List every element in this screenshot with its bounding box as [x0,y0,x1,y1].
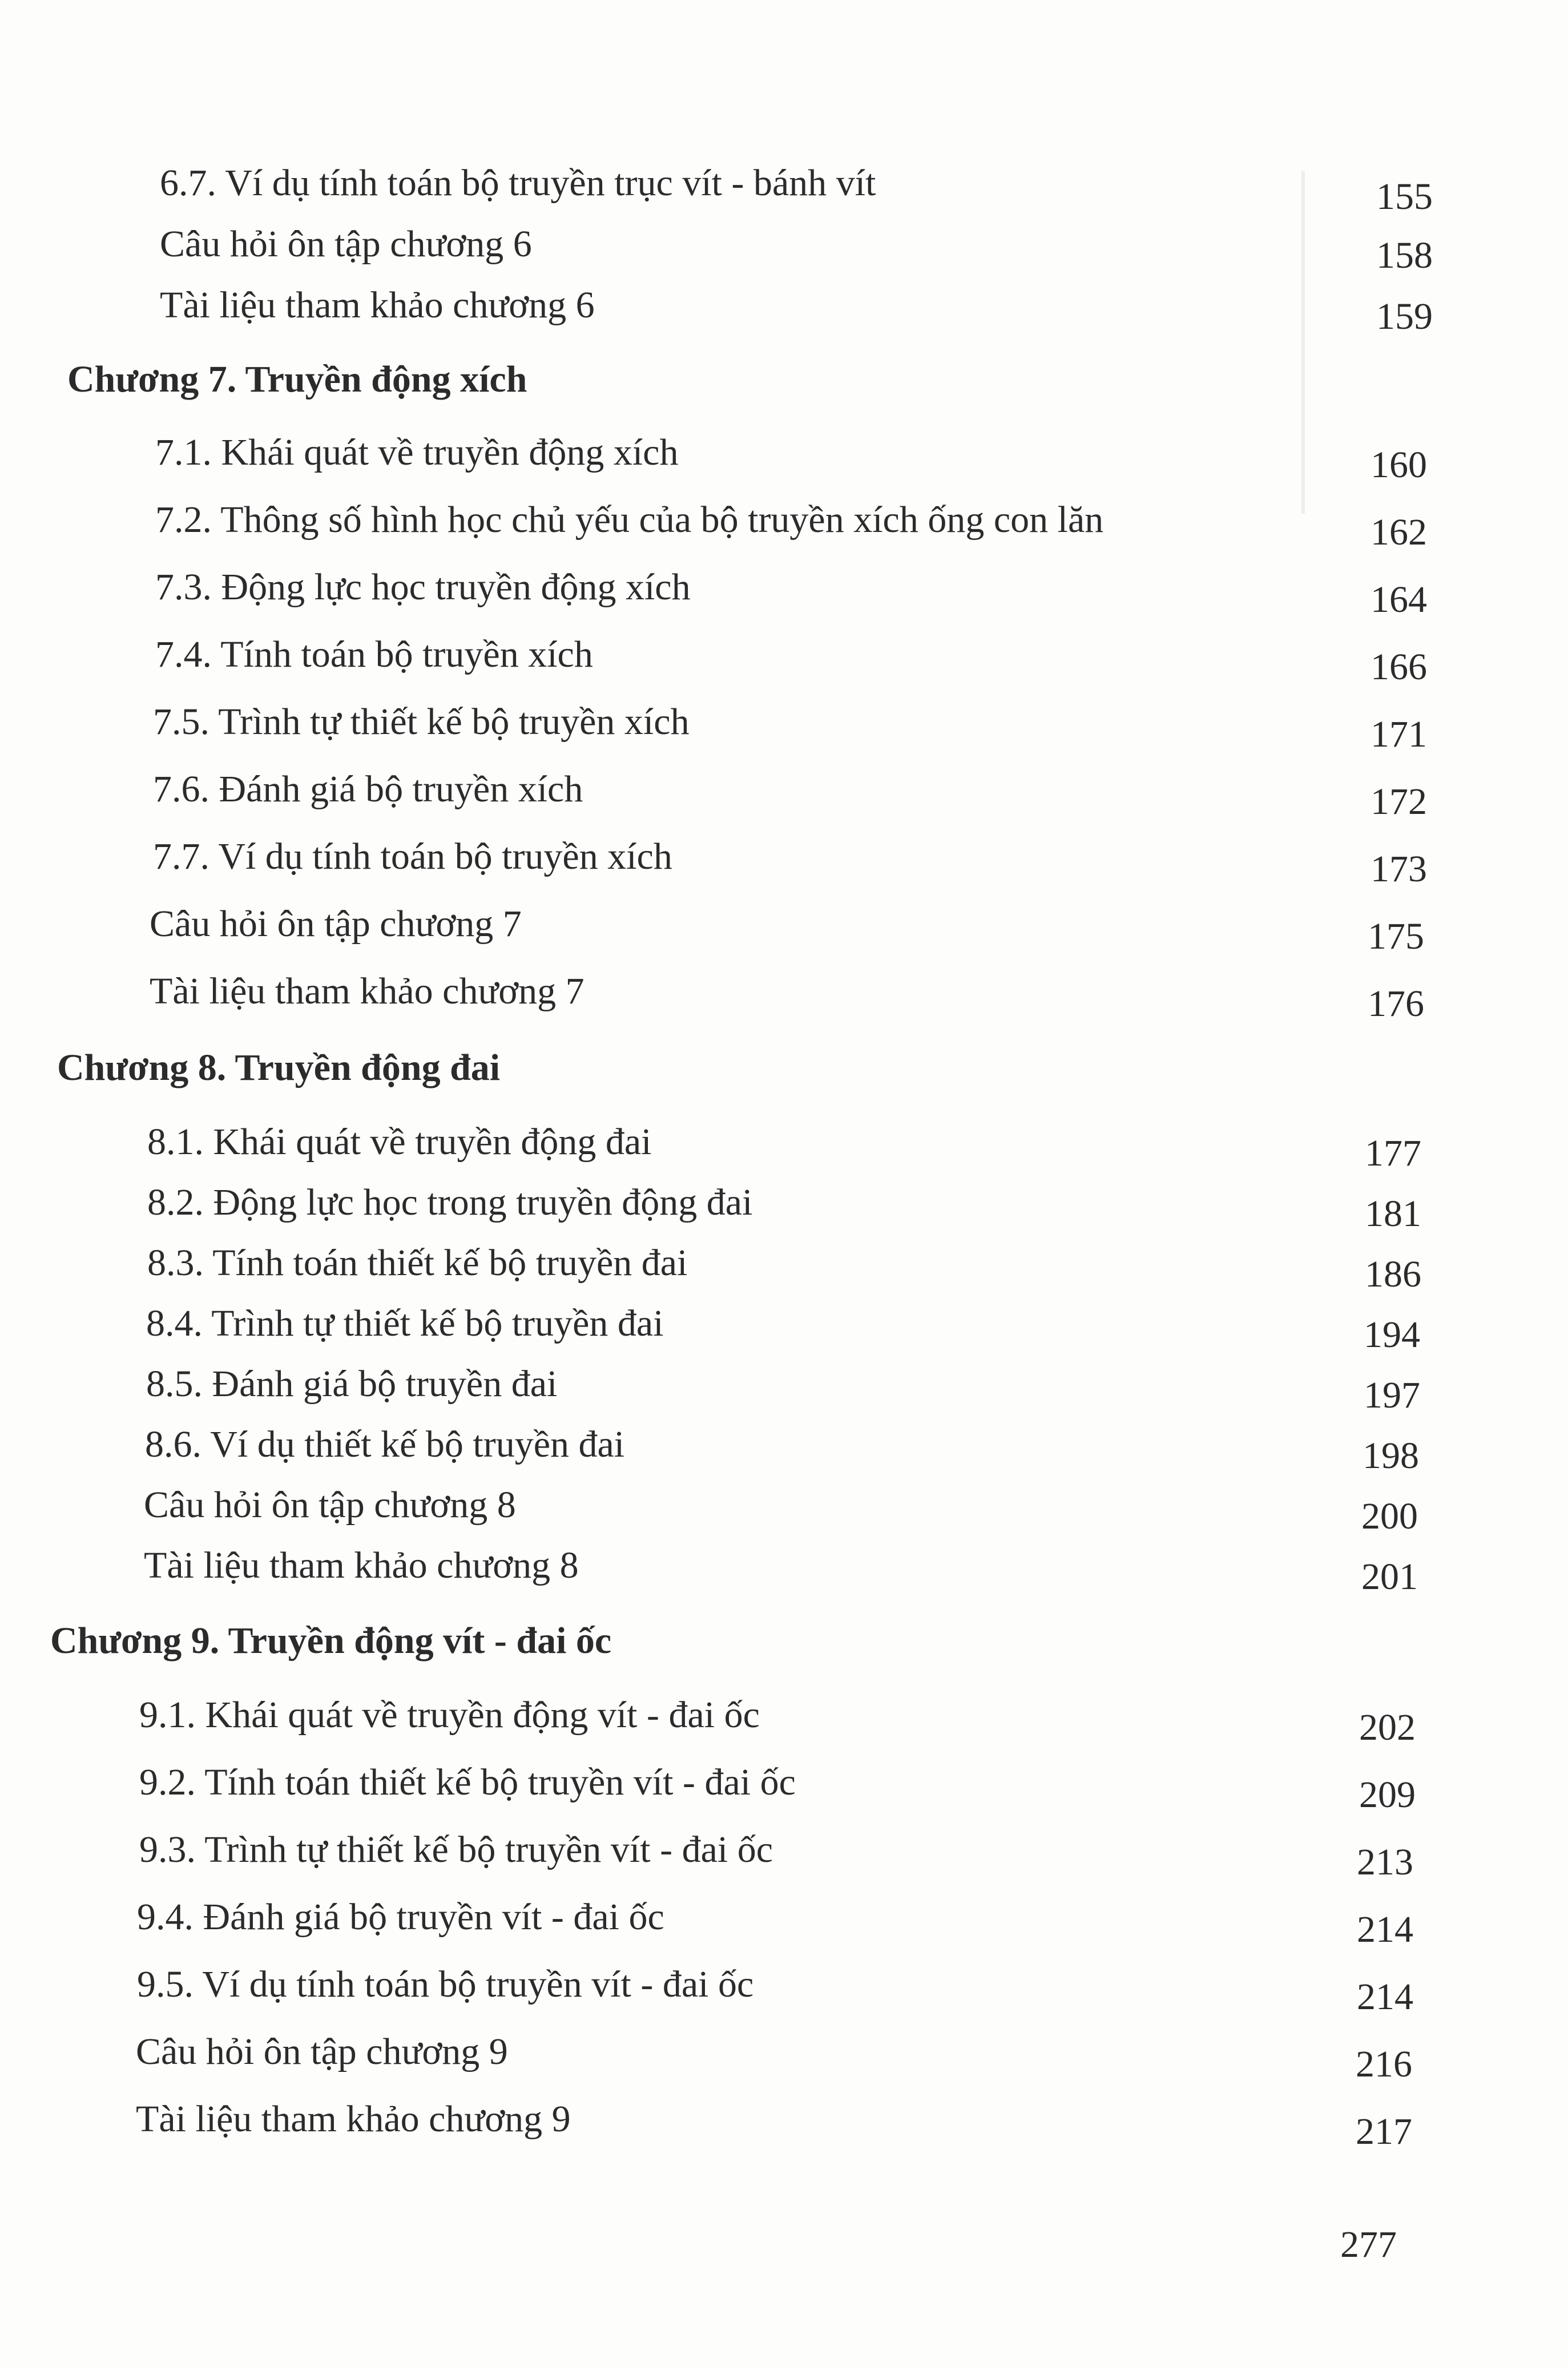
toc-entry-title: 9.2. Tính toán thiết kế bộ truyền vít - đai ốc [139,1761,796,1803]
toc-entry[interactable] [0,1414,1568,1477]
toc-entry-page: 186 [1365,1253,1421,1295]
toc-entry-page: 201 [1361,1556,1418,1598]
toc-entry[interactable] [0,961,1568,1025]
toc-entry[interactable] [0,759,1568,822]
toc-entry-title: 7.4. Tính toán bộ truyền xích [155,634,593,675]
toc-entry-page: 171 [1371,713,1427,755]
toc-entry-title: Câu hỏi ôn tập chương 8 [144,1484,516,1526]
toc-entry-page: 176 [1368,983,1424,1025]
toc-entry-title: Câu hỏi ôn tập chương 6 [160,223,532,265]
toc-entry[interactable] [0,1475,1568,1537]
toc-entry[interactable] [0,1293,1568,1356]
toc-entry-title: 9.1. Khái quát về truyền động vít - đai ốc [139,1694,760,1736]
toc-entry-title: Tài liệu tham khảo chương 9 [136,2098,571,2140]
toc-entry-page: 177 [1365,1132,1421,1174]
toc-entry-title: 7.1. Khái quát về truyền động xích [155,432,679,473]
toc-entry[interactable] [0,1752,1568,1816]
toc-entry-page: 159 [1376,296,1433,337]
toc-entry-page: 172 [1371,781,1427,822]
toc-entry-page: 160 [1371,444,1427,486]
toc-entry[interactable] [0,894,1568,957]
toc-entry-title: 8.3. Tính toán thiết kế bộ truyền đai [147,1242,688,1284]
toc-entry[interactable] [0,2022,1568,2085]
toc-entry-page: 158 [1376,235,1433,276]
toc-entry-page: 164 [1371,579,1427,620]
toc-entry[interactable] [0,624,1568,688]
toc-entry[interactable] [0,1887,1568,1950]
toc-entry-page: 166 [1371,646,1427,688]
toc-entry-page: 162 [1371,511,1427,553]
toc-entry[interactable] [0,557,1568,620]
toc-entry-title: 8.1. Khái quát về truyền động đai [147,1121,652,1163]
toc-entry[interactable] [0,275,1568,337]
toc-entry-page: 217 [1356,2111,1412,2152]
toc-entry-page: 175 [1368,916,1424,957]
page-number: 277 [1340,2224,1397,2265]
toc-entry-title: 9.5. Ví dụ tính toán bộ truyền vít - đai ốc [137,1963,754,2005]
toc-entry[interactable] [0,490,1568,553]
toc-entry-title: Tài liệu tham khảo chương 8 [144,1545,579,1586]
toc-entry-page: 155 [1376,176,1433,217]
toc-entry-page: 181 [1365,1193,1421,1235]
toc-entry-page: 173 [1371,848,1427,890]
toc-entry-title: Tài liệu tham khảo chương 6 [160,284,595,326]
toc-entry-title: 6.7. Ví dụ tính toán bộ truyền trục vít - bánh vít [160,162,876,204]
toc-entry-page: 216 [1356,2043,1412,2085]
chapter-heading[interactable]: Chương 9. Truyền động vít - đai ốc [50,1620,612,1662]
toc-entry[interactable] [0,692,1568,755]
toc-entry-title: Câu hỏi ôn tập chương 7 [150,903,522,945]
toc-entry-page: 200 [1361,1495,1418,1537]
chapter-heading[interactable]: Chương 8. Truyền động đai [57,1047,501,1088]
toc-entry-page: 214 [1357,1909,1413,1950]
toc-entry[interactable] [0,1112,1568,1174]
toc-entry[interactable] [0,2089,1568,2152]
toc-entry-page: 202 [1359,1707,1416,1748]
toc-entry[interactable] [0,214,1568,276]
toc-entry-title: 9.4. Đánh giá bộ truyền vít - đai ốc [137,1896,664,1938]
toc-entry[interactable] [0,153,1568,217]
toc-entry-page: 197 [1364,1374,1420,1416]
toc-entry-title: 8.5. Đánh giá bộ truyền đai [146,1363,558,1405]
toc-entry[interactable] [0,1820,1568,1883]
toc-entry[interactable] [0,1354,1568,1416]
toc-entry-page: 198 [1363,1435,1419,1477]
chapter-heading[interactable]: Chương 7. Truyền động xích [67,358,527,400]
toc-entry-page: 214 [1357,1976,1413,2018]
toc-entry-title: 7.2. Thông số hình học chủ yếu của bộ truyền xích ống con lăn [155,499,1104,541]
toc-entry[interactable] [0,422,1568,486]
toc-entry-title: 7.5. Trình tự thiết kế bộ truyền xích [153,701,690,743]
toc-entry[interactable] [0,1233,1568,1295]
toc-entry-title: 8.6. Ví dụ thiết kế bộ truyền đai [145,1424,625,1465]
toc-entry-page: 209 [1359,1774,1416,1816]
toc-entry[interactable] [0,1535,1568,1598]
toc-entry[interactable] [0,1685,1568,1748]
toc-entry-title: 8.2. Động lực học trong truyền động đai [147,1182,753,1223]
toc-entry-title: Tài liệu tham khảo chương 7 [150,970,585,1012]
toc-entry-title: 7.7. Ví dụ tính toán bộ truyền xích [153,836,672,877]
toc-entry-page: 194 [1364,1314,1420,1356]
toc-entry-title: 9.3. Trình tự thiết kế bộ truyền vít - đai ốc [139,1829,773,1870]
toc-entry-title: 7.6. Đánh giá bộ truyền xích [153,768,583,810]
toc-entry-page: 213 [1357,1841,1413,1883]
toc-entry[interactable] [0,1172,1568,1235]
toc-entry-title: 7.3. Động lực học truyền động xích [155,566,691,608]
toc-entry[interactable] [0,1954,1568,2018]
toc-entry-title: 8.4. Trình tự thiết kế bộ truyền đai [146,1303,664,1344]
toc-entry[interactable] [0,826,1568,890]
toc-entry-title: Câu hỏi ôn tập chương 9 [136,2031,508,2072]
